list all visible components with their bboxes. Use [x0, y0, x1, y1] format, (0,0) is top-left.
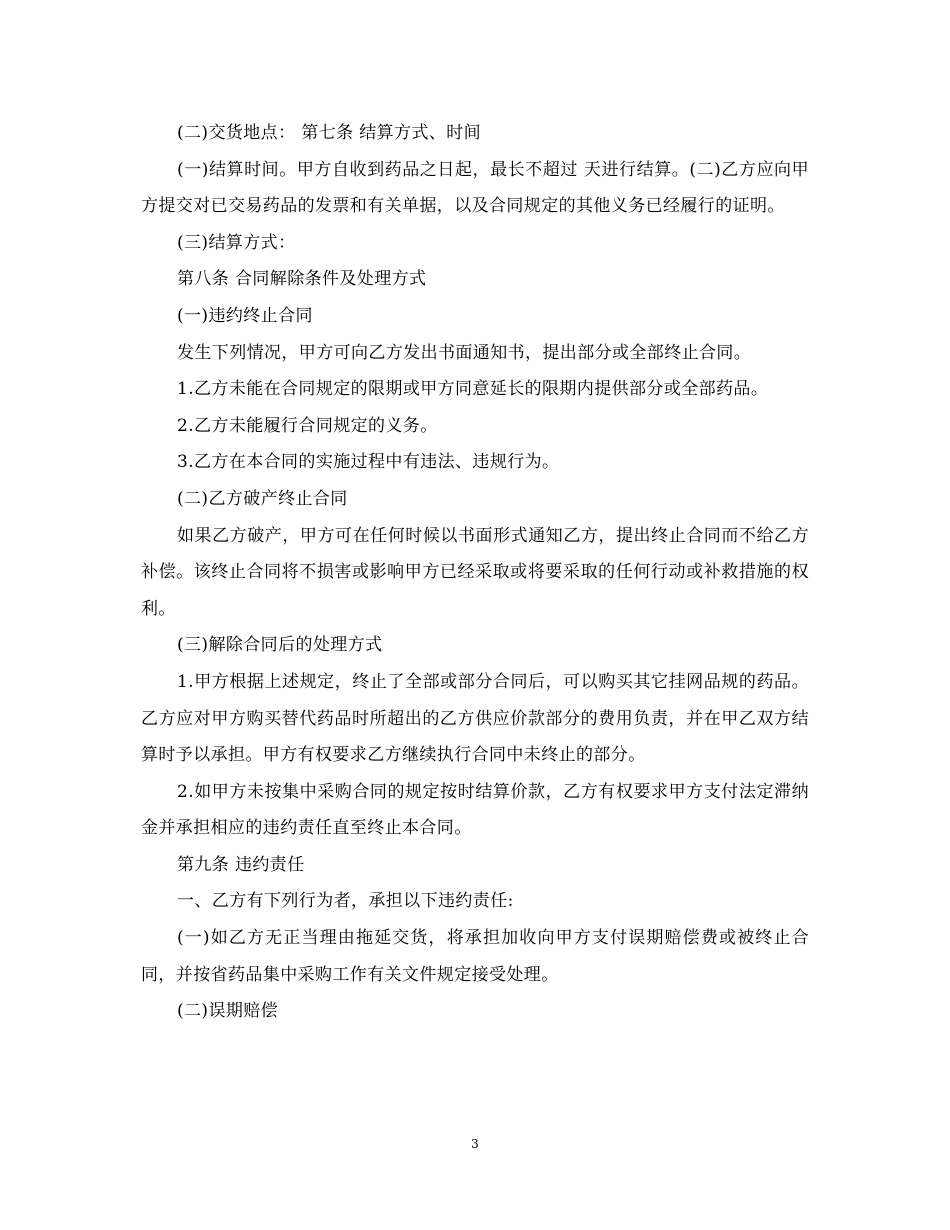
- heading-article-9: 第九条 违约责任: [177, 854, 305, 875]
- page-number: 3: [471, 1137, 479, 1151]
- paragraph-settlement-time: (一)结算时间。甲方自收到药品之日起，最长不超过 天进行结算。(二)乙方应向甲方提交对已交易药品的发票和有关单据，以及合同规定的其他义务已经履行的证明。: [141, 159, 809, 217]
- paragraph-conditions: 发生下列情况，甲方可向乙方发出书面通知书，提出部分或全部终止合同。: [177, 342, 752, 363]
- paragraph-delay-compensation: (二)误期赔偿: [177, 1001, 279, 1022]
- paragraph-liability-intro: 一、乙方有下列行为者，承担以下违约责任:: [177, 891, 514, 912]
- heading-article-8: 第八条 合同解除条件及处理方式: [177, 269, 427, 290]
- paragraph-bankruptcy-detail: 如果乙方破产，甲方可在任何时候以书面形式通知乙方，提出终止合同而不给乙方补偿。该终止合同将不损害或影响甲方已经采取或将要采取的任何行动或补救措施的权利。: [141, 525, 809, 619]
- paragraph-post-termination-2: 2.如甲方未按集中采购合同的规定按时结算价款，乙方有权要求甲方支付法定滞纳金并承担相应的违约责任直至终止本合同。: [141, 781, 809, 839]
- paragraph-breach-termination: (一)违约终止合同: [177, 305, 313, 326]
- paragraph-bankruptcy-termination: (二)乙方破产终止合同: [177, 488, 348, 509]
- paragraph-settlement-method: (三)结算方式：: [177, 232, 296, 253]
- paragraph-condition-2: 2.乙方未能履行合同规定的义务。: [177, 415, 438, 436]
- paragraph-delivery-location: (二)交货地点： 第七条 结算方式、时间: [177, 123, 482, 143]
- document-body: [141, 115, 809, 1030]
- paragraph-post-termination: (三)解除合同后的处理方式: [177, 635, 383, 656]
- paragraph-condition-3: 3.乙方在本合同的实施过程中有违法、违规行为。: [177, 452, 560, 473]
- paragraph-post-termination-1: 1.甲方根据上述规定，终止了全部或部分合同后，可以购买其它挂网品规的药品。乙方应对甲方购买替代药品时所超出的乙方供应价款部分的费用负责，并在甲乙双方结算时予以承担。甲方有权要求乙方继续执行合同中未终止的部分。: [141, 671, 809, 766]
- paragraph-delay-delivery: (一)如乙方无正当理由拖延交货，将承担加收向甲方支付误期赔偿费或被终止合同，并按省药品集中采购工作有关文件规定接受处理。: [141, 928, 809, 985]
- paragraph-condition-1: 1.乙方未能在合同规定的限期或甲方同意延长的限期内提供部分或全部药品。: [177, 379, 769, 400]
